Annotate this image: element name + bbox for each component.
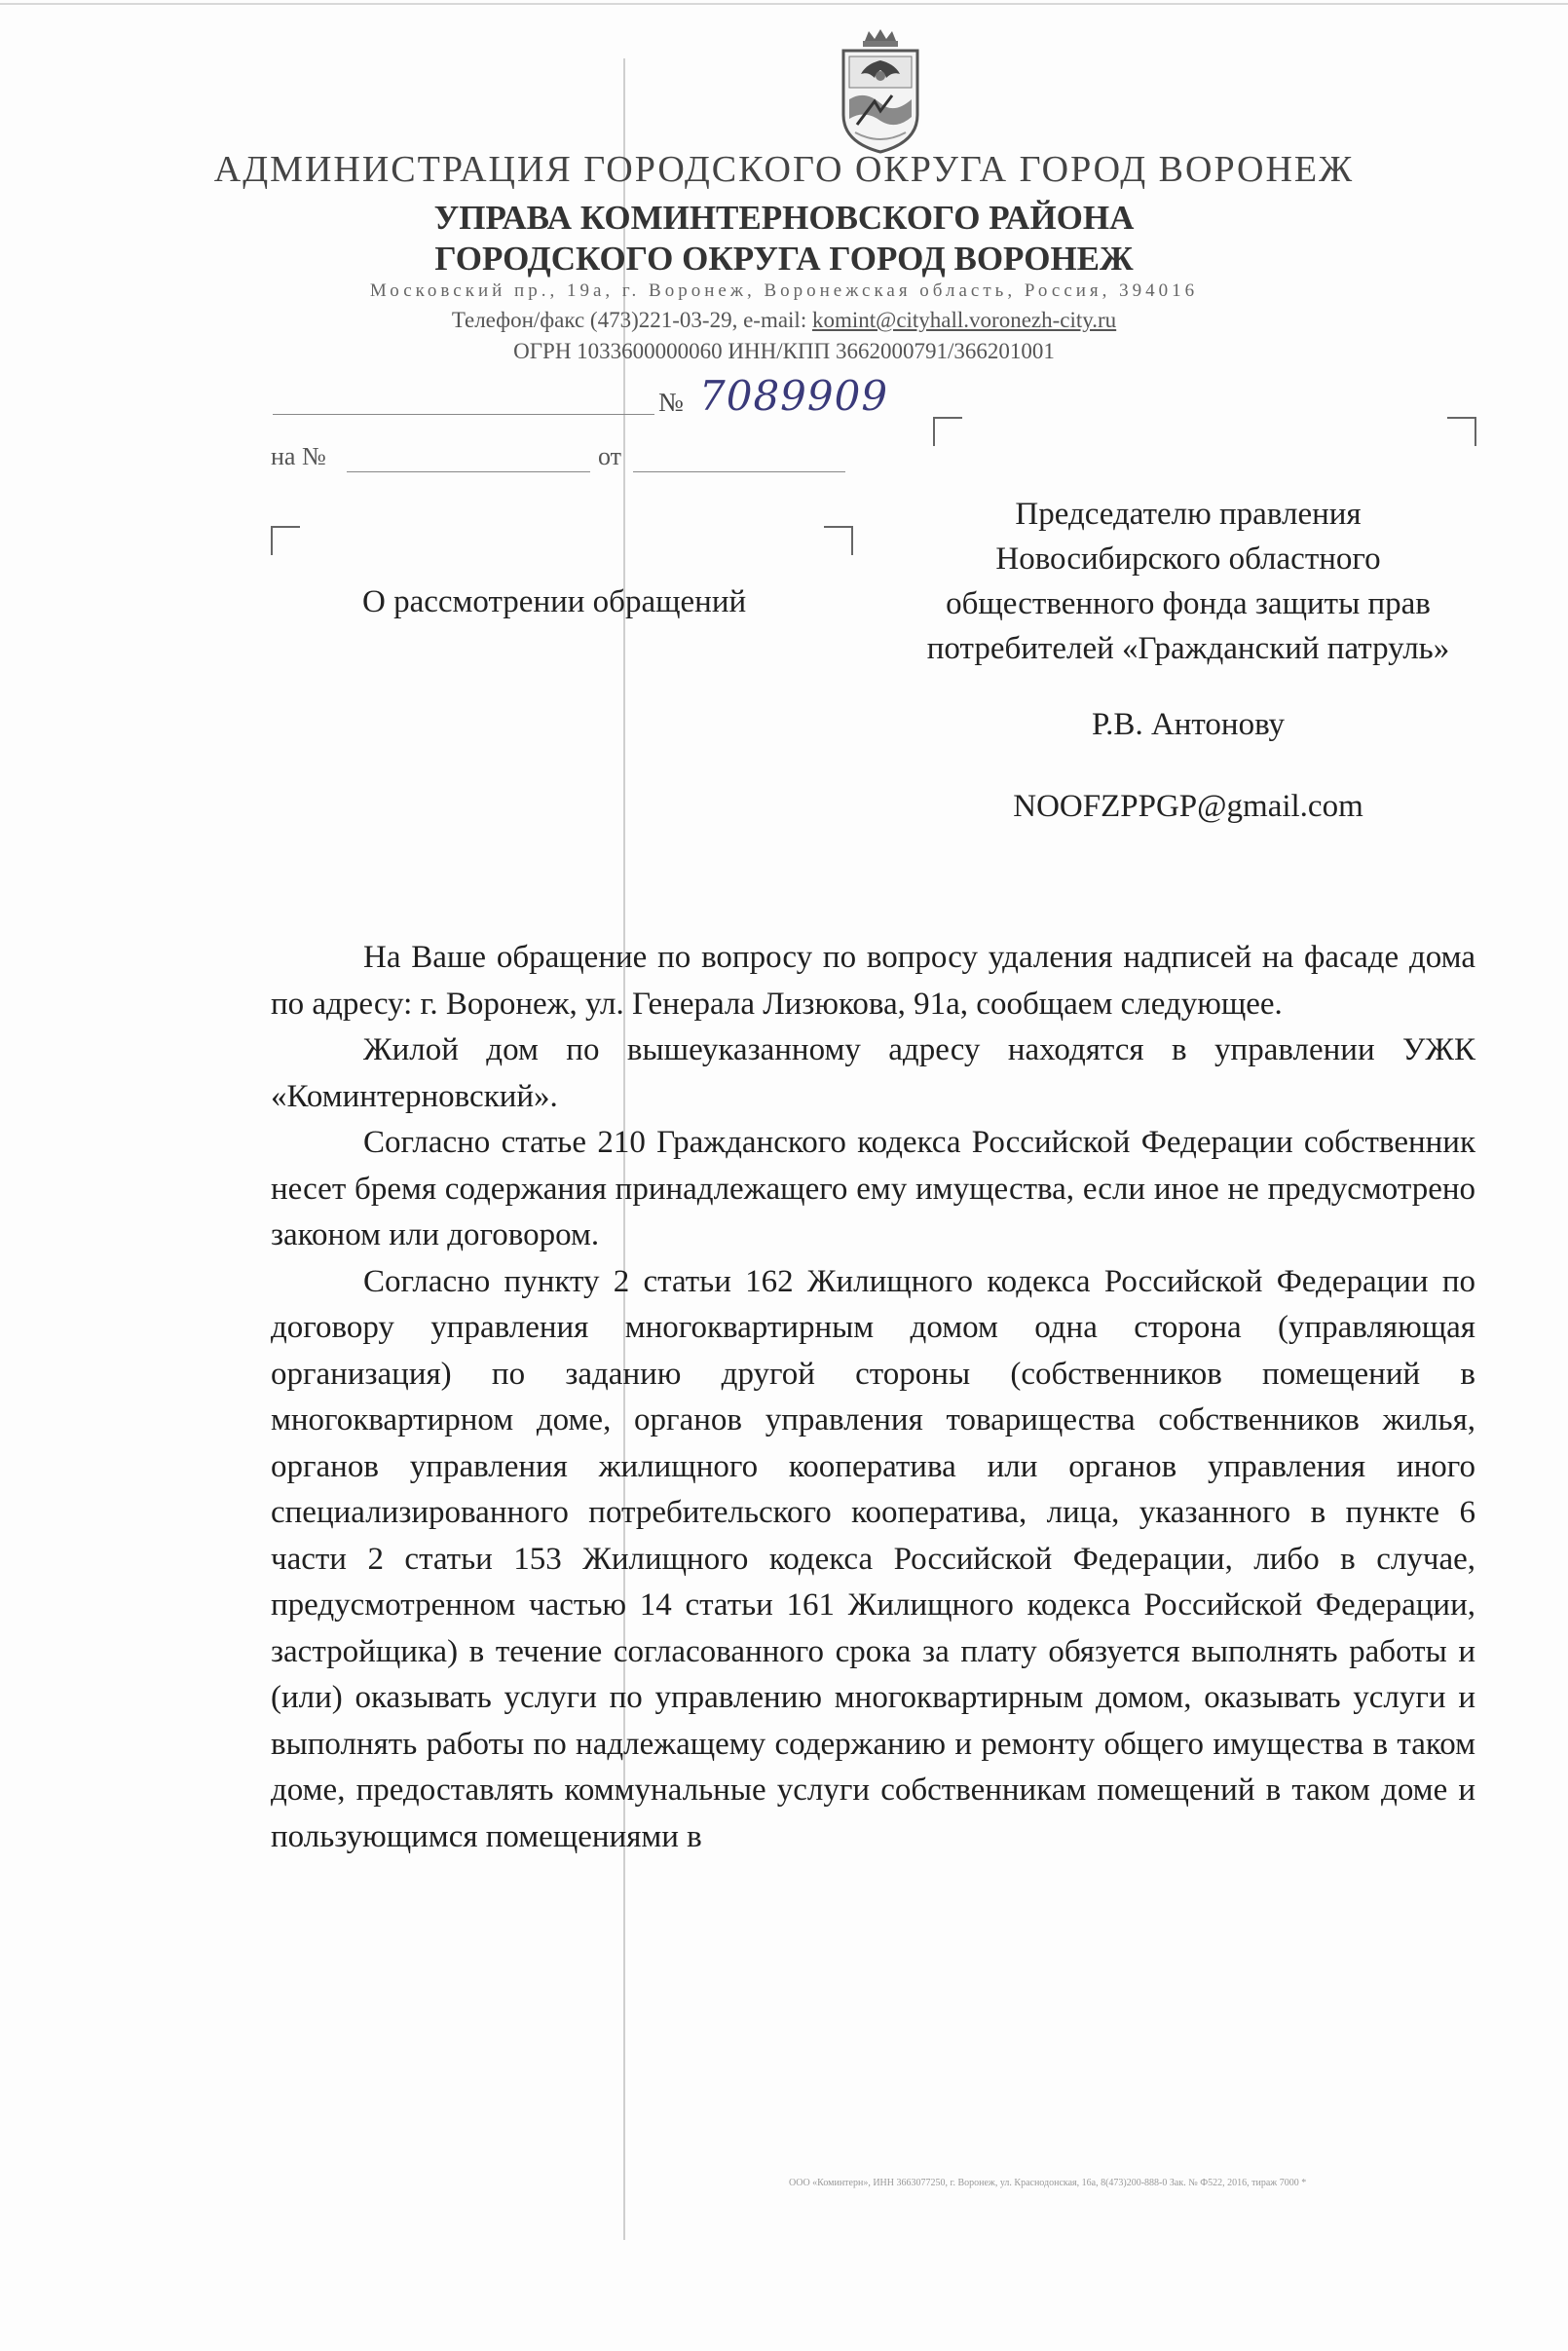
voronezh-coat-of-arms-emblem bbox=[836, 27, 925, 154]
reference-date-line bbox=[633, 471, 845, 472]
addressee-name: Р.В. Антонову bbox=[1091, 707, 1286, 742]
addressee-email[interactable]: NOOFZPPGP@gmail.com bbox=[1013, 789, 1363, 824]
subject-corner-top-right bbox=[824, 526, 853, 555]
header-ogrn: ОГРН 1033600000060 ИНН/КПП 3662000791/366201001 bbox=[513, 339, 1055, 363]
addressee-block bbox=[877, 492, 1500, 829]
header-administration: АДМИНИСТРАЦИЯ ГОРОДСКОГО ОКРУГА ГОРОД ВОРОНЕЖ bbox=[213, 149, 1355, 190]
addressee-corner-top-right bbox=[1447, 417, 1476, 446]
registration-number-handwritten: 7089909 bbox=[699, 372, 889, 420]
addressee-line: потребителей «Гражданский патруль» bbox=[926, 631, 1450, 666]
addressee-corner-top-left bbox=[933, 417, 962, 446]
header-email-link[interactable]: komint@cityhall.voronezh-city.ru bbox=[811, 308, 1117, 332]
letter-subject: О рассмотрении обращений bbox=[362, 584, 747, 619]
body-paragraph: На Ваше обращение по вопросу по вопросу удаления надписей на фасаде дома по адресу: г. Воронеж, ул. Генерала Лизюкова, 91а, сообщаем следующее. bbox=[271, 940, 1475, 1022]
header-uprava: УПРАВА КОМИНТЕРНОВСКОГО РАЙОНА bbox=[433, 199, 1135, 237]
header-address: Московский пр., 19а, г. Воронеж, Воронежская область, Россия, 394016 bbox=[369, 280, 1199, 301]
reference-date-label: от bbox=[598, 442, 622, 470]
body-paragraph: Согласно статье 210 Гражданского кодекса Российской Федерации собственник несет бремя содержания принадлежащего ему имущества, если иное не предусмотрено законом или договором. bbox=[271, 1125, 1475, 1252]
reference-number-line bbox=[347, 471, 590, 472]
reference-number-label: на № bbox=[271, 442, 326, 470]
header-contacts bbox=[0, 308, 1568, 333]
letter-body bbox=[271, 935, 1475, 1860]
addressee-line: общественного фонда защиты прав bbox=[946, 586, 1431, 621]
header-okrug: ГОРОДСКОГО ОКРУГА ГОРОД ВОРОНЕЖ bbox=[434, 240, 1134, 278]
addressee-line: Новосибирского областного bbox=[995, 541, 1381, 577]
addressee-line: Председателю правления bbox=[1015, 497, 1362, 532]
scan-edge-line bbox=[0, 3, 1568, 5]
body-paragraph: Согласно пункту 2 статьи 162 Жилищного кодекса Российской Федерации по договору управления многоквартирным домом одна сторона (управляющая организация) по заданию другой стороны (собственников помещений в многоквартирном доме, органов управления товарищества собственников жилья, органов управления жилищного кооператива или органов управления иного специализированного потребительского кооператива, лица, указанного в пункте 6 части 2 статьи 153 Жилищного кодекса Российской Федерации, либо в случае, предусмотренном частью 14 статьи 161 Жилищного кодекса Российской Федерации, застройщика) в течение согласованного срока за плату обязуется выполнять работы и (или) оказывать услуги по управлению многоквартирным домом, оказывать услуги и выполнять работы по надлежащему содержанию и ремонту общего имущества в таком доме, предоставлять коммунальные услуги собственникам помещений в таком доме и пользующимся помещениями в bbox=[271, 1263, 1475, 1854]
subject-corner-top-left bbox=[271, 526, 300, 555]
registration-date-line bbox=[273, 414, 654, 415]
print-imprint-footer: ООО «Коминтерн», ИНН 3663077250, г. Воронеж, ул. Краснодонская, 16а, 8(473)200-888-0 Зак. № Ф522, 2016, тираж 7000 * bbox=[789, 2178, 1307, 2188]
header-phone: Телефон/факс (473)221-03-29, e-mail: bbox=[451, 308, 812, 332]
body-paragraph: Жилой дом по вышеуказанному адресу находятся в управлении УЖК «Коминтерновский». bbox=[271, 1032, 1475, 1114]
registration-number-label: № bbox=[658, 388, 684, 417]
